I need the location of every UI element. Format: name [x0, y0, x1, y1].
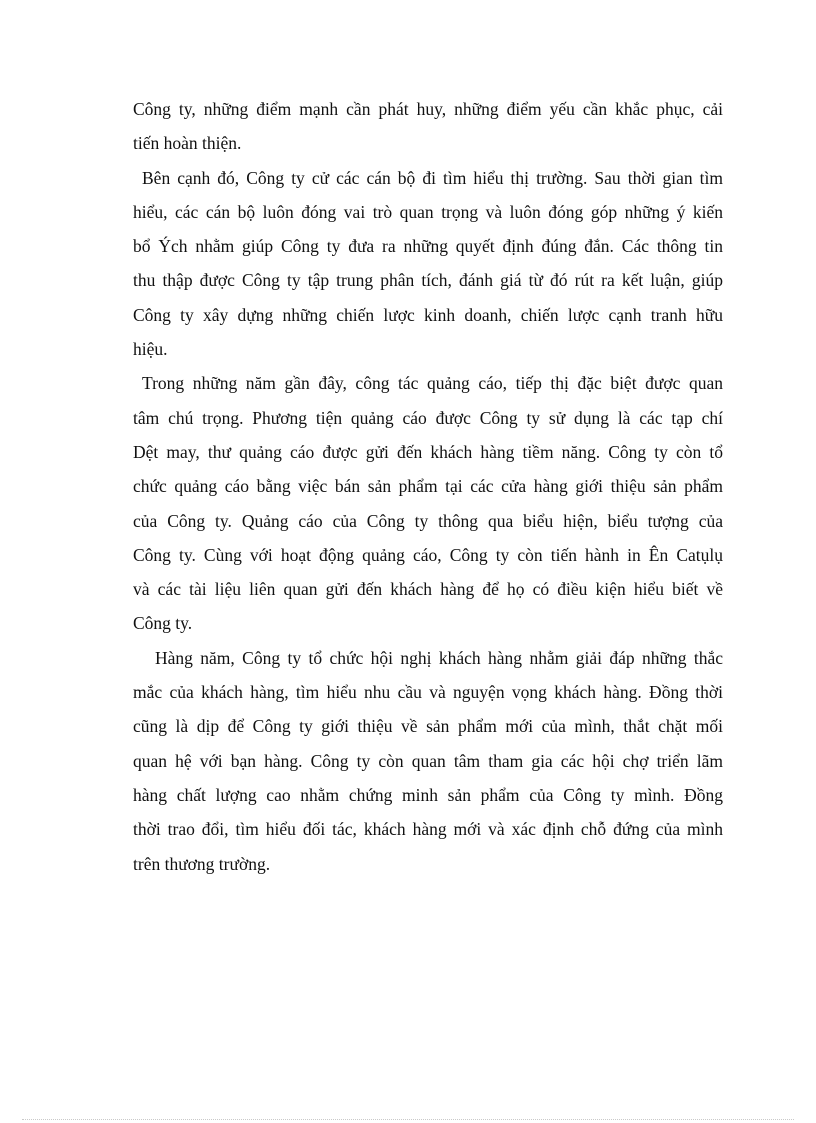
text-line: Hàng năm, Công ty tổ chức hội nghị khách hàng nhằm giải đáp những thắc: [155, 647, 723, 668]
body-text: [133, 92, 723, 881]
text-line: mắc của khách hàng, tìm hiểu nhu cầu và nguyện vọng khách hàng. Đồng thời: [133, 682, 723, 703]
paragraph-2: [133, 161, 723, 367]
text-line: Công ty.: [133, 613, 193, 634]
text-line: Công ty, những điểm mạnh cần phát huy, những điểm yếu cần khắc phục, cải: [133, 99, 723, 119]
text-line: Công ty. Cùng với hoạt động quảng cáo, Công ty còn tiến hành in Ên Catụlụ: [133, 544, 723, 565]
text-line: chức quảng cáo bằng việc bán sản phẩm tại các cửa hàng giới thiệu sản phẩm: [133, 476, 723, 497]
page-bottom-divider: [22, 1119, 794, 1120]
paragraph-4: [133, 641, 723, 881]
text-line: trên thương trường.: [133, 853, 271, 874]
text-line: Công ty xây dựng những chiến lược kinh doanh, chiến lược cạnh tranh hữu: [133, 304, 723, 325]
text-line: hiểu, các cán bộ luôn đóng vai trò quan trọng và luôn đóng góp những ý kiến: [133, 201, 723, 222]
text-line: hàng chất lượng cao nhằm chứng minh sản phẩm của Công ty mình. Đồng: [133, 784, 723, 805]
text-line: thời trao đổi, tìm hiểu đối tác, khách hàng mới và xác định chỗ đứng của mình: [133, 819, 723, 840]
paragraph-3: [133, 366, 723, 640]
paragraph-1: [133, 92, 723, 161]
text-line: Dệt may, thư quảng cáo được gửi đến khách hàng tiềm năng. Công ty còn tổ: [133, 441, 723, 462]
text-line: tiến hoàn thiện.: [133, 133, 242, 154]
text-line: của Công ty. Quảng cáo của Công ty thông qua biểu hiện, biểu tượng của: [133, 510, 723, 531]
text-line: quan hệ với bạn hàng. Công ty còn quan tâm tham gia các hội chợ triển lãm: [133, 750, 723, 771]
text-line: tâm chú trọng. Phương tiện quảng cáo được Công ty sử dụng là các tạp chí: [133, 407, 723, 428]
text-line: Trong những năm gần đây, công tác quảng cáo, tiếp thị đặc biệt được quan: [142, 373, 723, 394]
text-line: hiệu.: [133, 339, 168, 360]
text-line: và các tài liệu liên quan gửi đến khách hàng để họ có điều kiện hiểu biết về: [133, 579, 723, 600]
text-line: bổ Ých nhằm giúp Công ty đưa ra những quyết định đúng đắn. Các thông tin: [133, 236, 723, 257]
text-line: cũng là dịp để Công ty giới thiệu về sản phẩm mới của mình, thắt chặt mối: [133, 716, 723, 737]
text-line: thu thập được Công ty tập trung phân tích, đánh giá từ đó rút ra kết luận, giúp: [133, 270, 723, 291]
text-line: Bên cạnh đó, Công ty cử các cán bộ đi tìm hiểu thị trường. Sau thời gian tìm: [142, 167, 723, 188]
